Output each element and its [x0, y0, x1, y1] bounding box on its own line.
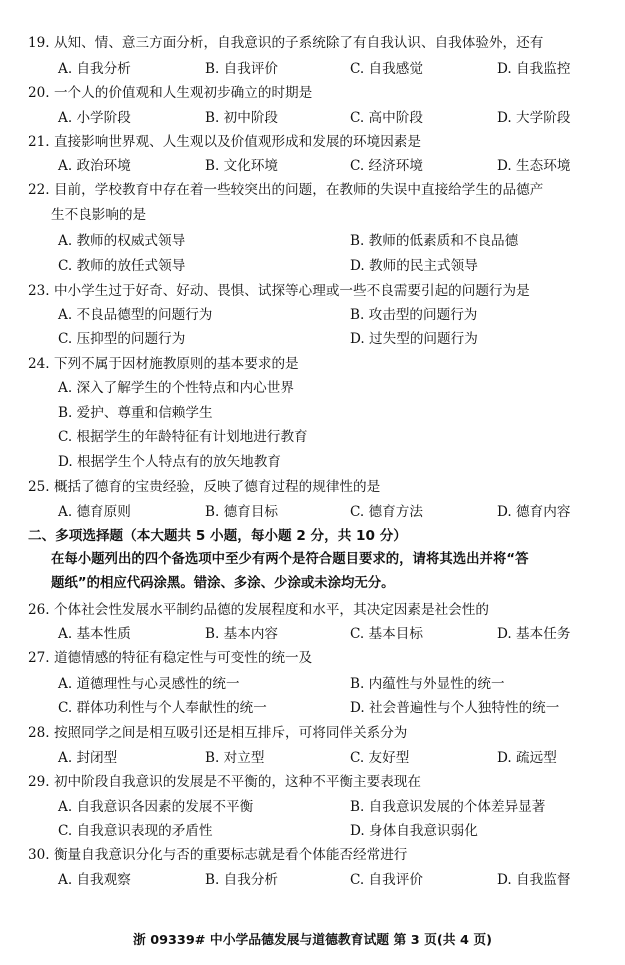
question-27-stem: 27. 道德情感的特征有稳定性与可变性的统一及: [28, 650, 313, 666]
question-24-option-d: D. 根据学生个人特点有的放矢地教育: [58, 454, 281, 470]
question-28-option-b: B. 对立型: [205, 750, 265, 766]
question-19-option-a: A. 自我分析: [58, 61, 131, 77]
question-29-option-a: A. 自我意识各因素的发展不平衡: [58, 799, 254, 815]
question-28-option-d: D. 疏远型: [497, 750, 557, 766]
question-30-option-a: A. 自我观察: [58, 872, 131, 888]
question-28-option-a: A. 封闭型: [58, 750, 118, 766]
question-27-option-c: C. 群体功利性与个人奉献性的统一: [58, 700, 267, 716]
question-25-option-a: A. 德育原则: [58, 504, 131, 520]
question-19-option-c: C. 自我感觉: [350, 61, 423, 77]
question-29-option-c: C. 自我意识表现的矛盾性: [58, 823, 213, 839]
question-20-option-a: A. 小学阶段: [58, 110, 131, 126]
question-26-option-d: D. 基本任务: [497, 626, 571, 642]
question-24-stem: 24. 下列不属于因材施教原则的基本要求的是: [28, 356, 299, 372]
question-20-option-b: B. 初中阶段: [205, 110, 279, 126]
question-20-option-d: D. 大学阶段: [497, 110, 571, 126]
question-22-option-b: B. 教师的低素质和不良品德: [350, 233, 519, 249]
question-20-stem: 20. 一个人的价值观和人生观初步确立的时期是: [28, 85, 313, 101]
question-21-option-c: C. 经济环境: [350, 158, 423, 174]
question-27-option-b: B. 内蕴性与外显性的统一: [350, 676, 505, 692]
question-27-option-a: A. 道德理性与心灵感性的统一: [58, 676, 240, 692]
question-29-option-d: D. 身体自我意识弱化: [350, 823, 478, 839]
question-29-option-b: B. 自我意识发展的个体差异显著: [350, 799, 546, 815]
question-21-option-a: A. 政治环境: [58, 158, 131, 174]
question-19-option-b: B. 自我评价: [205, 61, 279, 77]
question-24-option-c: C. 根据学生的年龄特征有计划地进行教育: [58, 429, 308, 445]
question-30-option-b: B. 自我分析: [205, 872, 279, 888]
question-29-stem: 29. 初中阶段自我意识的发展是不平衡的，这种不平衡主要表现在: [28, 774, 421, 790]
question-25-option-d: D. 德育内容: [497, 504, 571, 520]
question-25-option-b: B. 德育目标: [205, 504, 279, 520]
question-24-option-a: A. 深入了解学生的个性特点和内心世界: [58, 380, 294, 396]
question-26-option-c: C. 基本目标: [350, 626, 423, 642]
question-23-option-c: C. 压抑型的问题行为: [58, 331, 186, 347]
question-24-option-b: B. 爱护、尊重和信赖学生: [58, 405, 213, 421]
question-26-option-b: B. 基本内容: [205, 626, 279, 642]
question-19-option-d: D. 自我监控: [497, 61, 571, 77]
question-27-option-d: D. 社会普遍性与个人独特性的统一: [350, 700, 560, 716]
question-23-option-d: D. 过失型的问题行为: [350, 331, 478, 347]
question-26-option-a: A. 基本性质: [58, 626, 131, 642]
question-25-stem: 25. 概括了德育的宝贵经验，反映了德育过程的规律性的是: [28, 479, 381, 495]
question-22-option-d: D. 教师的民主式领导: [350, 258, 478, 274]
question-22-stem: 22. 目前，学校教育中存在着一些较突出的问题，在教师的失误中直接给学生的品德产: [28, 182, 544, 198]
question-21-option-b: B. 文化环境: [205, 158, 279, 174]
question-28-option-c: C. 友好型: [350, 750, 410, 766]
page-footer: 浙 09339# 中小学品德发展与道德教育试题 第 3 页(共 4 页): [132, 933, 493, 948]
section-2-instructions-line-2: 题纸”的相应代码涂黑。错涂、多涂、少涂或未涂均无分。: [51, 576, 395, 591]
question-26-stem: 26. 个体社会性发展水平制约品德的发展程度和水平，其决定因素是社会性的: [28, 602, 489, 618]
question-25-option-c: C. 德育方法: [350, 504, 423, 520]
question-23-stem: 23. 中小学生过于好奇、好动、畏惧、试探等心理或一些不良需要引起的问题行为是: [28, 283, 530, 299]
question-22-option-a: A. 教师的权威式领导: [58, 233, 186, 249]
question-21-stem: 21. 直接影响世界观、人生观以及价值观形成和发展的环境因素是: [28, 134, 421, 150]
question-19-stem: 19. 从知、情、意三方面分析，自我意识的子系统除了有自我认识、自我体验外，还有: [28, 35, 544, 51]
question-21-option-d: D. 生态环境: [497, 158, 571, 174]
question-30-option-d: D. 自我监督: [497, 872, 571, 888]
section-2-instructions-line-1: 在每小题列出的四个备选项中至少有两个是符合题目要求的，请将其选出并将“答: [51, 552, 529, 567]
question-23-option-b: B. 攻击型的问题行为: [350, 307, 478, 323]
question-28-stem: 28. 按照同学之间是相互吸引还是相互排斥，可将同伴关系分为: [28, 725, 408, 741]
question-20-option-c: C. 高中阶段: [350, 110, 423, 126]
question-22-stem-continued: 生不良影响的是: [51, 207, 147, 223]
question-30-stem: 30. 衡量自我意识分化与否的重要标志就是看个体能否经常进行: [28, 847, 408, 863]
question-23-option-a: A. 不良品德型的问题行为: [58, 307, 213, 323]
question-30-option-c: C. 自我评价: [350, 872, 423, 888]
question-22-option-c: C. 教师的放任式领导: [58, 258, 186, 274]
section-2-heading: 二、多项选择题（本大题共 5 小题，每小题 2 分，共 10 分）: [28, 528, 407, 544]
